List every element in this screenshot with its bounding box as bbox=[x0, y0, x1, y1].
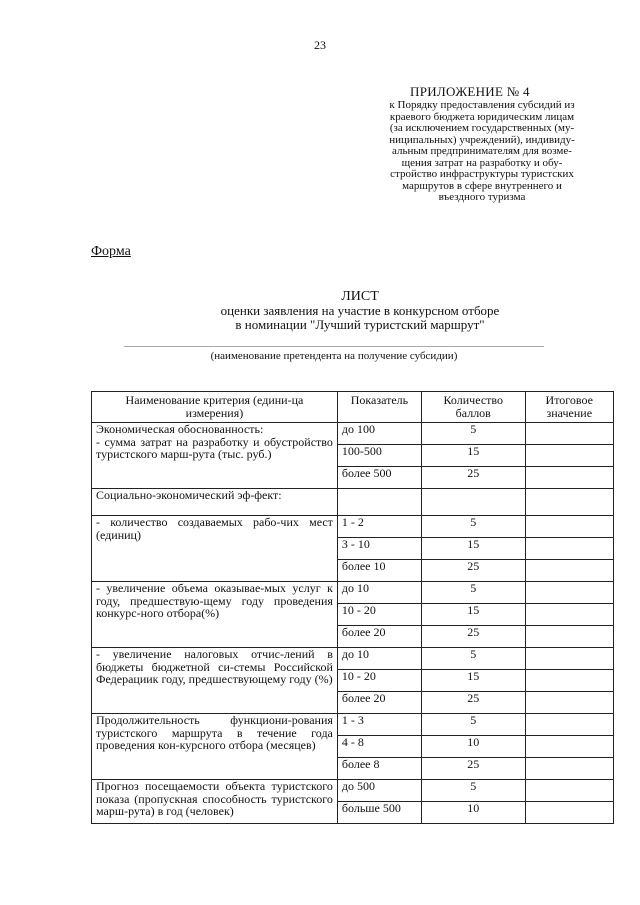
header-total: Итоговое значение bbox=[525, 392, 613, 423]
points-cell: 15 bbox=[422, 445, 526, 467]
indicator-cell: более 20 bbox=[337, 626, 421, 648]
points-cell: 25 bbox=[422, 758, 526, 780]
points-cell: 5 bbox=[422, 516, 526, 538]
appendix-subtitle-line: въездного туризма bbox=[438, 191, 526, 203]
total-value-cell[interactable] bbox=[525, 538, 613, 560]
indicator-cell: до 10 bbox=[337, 582, 421, 604]
indicator-cell: больше 500 bbox=[337, 802, 421, 824]
points-cell: 5 bbox=[422, 648, 526, 670]
points-cell: 5 bbox=[422, 780, 526, 802]
total-value-cell[interactable] bbox=[525, 692, 613, 714]
total-value-cell[interactable] bbox=[525, 780, 613, 802]
indicator-cell: более 8 bbox=[337, 758, 421, 780]
applicant-name-line[interactable] bbox=[124, 346, 544, 347]
appendix-subtitle-line: стройство инфраструктуры туристских bbox=[390, 168, 574, 180]
appendix-subtitle-line: ниципальных) учреждений), индивиду- bbox=[389, 133, 575, 146]
criterion-cell: - количество создаваемых рабо-чих мест (единиц) bbox=[92, 516, 338, 582]
indicator-cell: 1 - 2 bbox=[337, 516, 421, 538]
total-value-cell[interactable] bbox=[525, 582, 613, 604]
indicator-cell: 10 - 20 bbox=[337, 670, 421, 692]
criteria-table-body bbox=[92, 423, 614, 824]
appendix-subtitle bbox=[366, 100, 598, 204]
appendix-subtitle-line: (за исключением государственных (му- bbox=[389, 122, 575, 134]
points-cell: 15 bbox=[422, 604, 526, 626]
indicator-cell: 1 - 3 bbox=[337, 714, 421, 736]
header-indicator: Показатель bbox=[337, 392, 421, 423]
criterion-cell: - увеличение объема оказывае-мых услуг к году, предшествую-щему году проведения конкурс-ного отбора(%) bbox=[92, 582, 338, 648]
points-cell: 25 bbox=[422, 692, 526, 714]
indicator-cell: 10 - 20 bbox=[337, 604, 421, 626]
appendix-subtitle-line: альным предпринимателям для возме- bbox=[392, 145, 572, 157]
table-row bbox=[92, 780, 614, 802]
sheet-title-main: ЛИСТ bbox=[341, 289, 379, 304]
indicator-cell: до 100 bbox=[337, 423, 421, 445]
sheet-title-line2: оценки заявления на участие в конкурсном отборе bbox=[220, 303, 500, 318]
sheet-title-line3: в номинации "Лучший туристский маршрут" bbox=[235, 317, 485, 332]
total-value-cell[interactable] bbox=[525, 560, 613, 582]
total-value-cell[interactable] bbox=[525, 467, 613, 489]
appendix-title: ПРИЛОЖЕНИЕ № 4 bbox=[410, 84, 530, 99]
criteria-table bbox=[91, 391, 614, 824]
total-value-cell[interactable] bbox=[525, 516, 613, 538]
total-value-cell[interactable] bbox=[525, 445, 613, 467]
table-row bbox=[92, 714, 614, 736]
points-cell bbox=[422, 489, 526, 516]
indicator-cell: 4 - 8 bbox=[337, 736, 421, 758]
sheet-title bbox=[180, 290, 540, 332]
indicator-cell: более 20 bbox=[337, 692, 421, 714]
criterion-cell: Прогноз посещаемости объекта туристского показа (пропускная способность туристского марш-рута) в год (человек) bbox=[92, 780, 338, 824]
total-value-cell[interactable] bbox=[525, 758, 613, 780]
header-points: Количество баллов bbox=[422, 392, 526, 423]
header-criterion: Наименование критерия (едини-ца измерения) bbox=[92, 392, 338, 423]
appendix-subtitle-line: маршрутов в сфере внутреннего и bbox=[402, 179, 562, 192]
appendix-subtitle-line: щения затрат на разработку и обу- bbox=[401, 156, 563, 169]
points-cell: 25 bbox=[422, 626, 526, 648]
criterion-cell: - увеличение налоговых отчис-лений в бюджеты бюджетной си-стемы Российской Федерациик году, предшествующему году (%) bbox=[92, 648, 338, 714]
points-cell: 25 bbox=[422, 560, 526, 582]
points-cell: 10 bbox=[422, 802, 526, 824]
total-value-cell[interactable] bbox=[525, 714, 613, 736]
total-value-cell[interactable] bbox=[525, 736, 613, 758]
page-number: 23 bbox=[314, 38, 326, 52]
appendix-subtitle-line: краевого бюджета юридическим лицам bbox=[389, 110, 575, 123]
points-cell: 5 bbox=[422, 582, 526, 604]
criterion-cell: Продолжительность функциони-рования туристского маршрута в течение года проведения кон-курсного отбора (месяцев) bbox=[92, 714, 338, 780]
form-label: Форма bbox=[91, 244, 131, 259]
points-cell: 15 bbox=[422, 538, 526, 560]
total-value-cell[interactable] bbox=[525, 489, 613, 516]
points-cell: 15 bbox=[422, 670, 526, 692]
indicator-cell: более 10 bbox=[337, 560, 421, 582]
points-cell: 10 bbox=[422, 736, 526, 758]
indicator-cell bbox=[337, 489, 421, 516]
table-row bbox=[92, 582, 614, 604]
indicator-cell: более 500 bbox=[337, 467, 421, 489]
total-value-cell[interactable] bbox=[525, 802, 613, 824]
indicator-cell: до 500 bbox=[337, 780, 421, 802]
total-value-cell[interactable] bbox=[525, 604, 613, 626]
criterion-cell: Социально-экономический эф-фект: bbox=[92, 489, 338, 516]
points-cell: 5 bbox=[422, 423, 526, 445]
criterion-cell: Экономическая обоснованность: - сумма затрат на разработку и обустройство туристского марш-рута (тыс. руб.) bbox=[92, 423, 338, 489]
applicant-caption: (наименование претендента на получение субсидии) bbox=[210, 350, 458, 362]
table-row bbox=[92, 516, 614, 538]
table-row bbox=[92, 648, 614, 670]
table-row bbox=[92, 423, 614, 445]
total-value-cell[interactable] bbox=[525, 670, 613, 692]
points-cell: 25 bbox=[422, 467, 526, 489]
indicator-cell: 100-500 bbox=[337, 445, 421, 467]
indicator-cell: 3 - 10 bbox=[337, 538, 421, 560]
total-value-cell[interactable] bbox=[525, 423, 613, 445]
table-header-row bbox=[92, 392, 614, 423]
points-cell: 5 bbox=[422, 714, 526, 736]
table-row bbox=[92, 489, 614, 516]
total-value-cell[interactable] bbox=[525, 626, 613, 648]
appendix-subtitle-line: к Порядку предоставления субсидий из bbox=[389, 99, 575, 111]
total-value-cell[interactable] bbox=[525, 648, 613, 670]
indicator-cell: до 10 bbox=[337, 648, 421, 670]
